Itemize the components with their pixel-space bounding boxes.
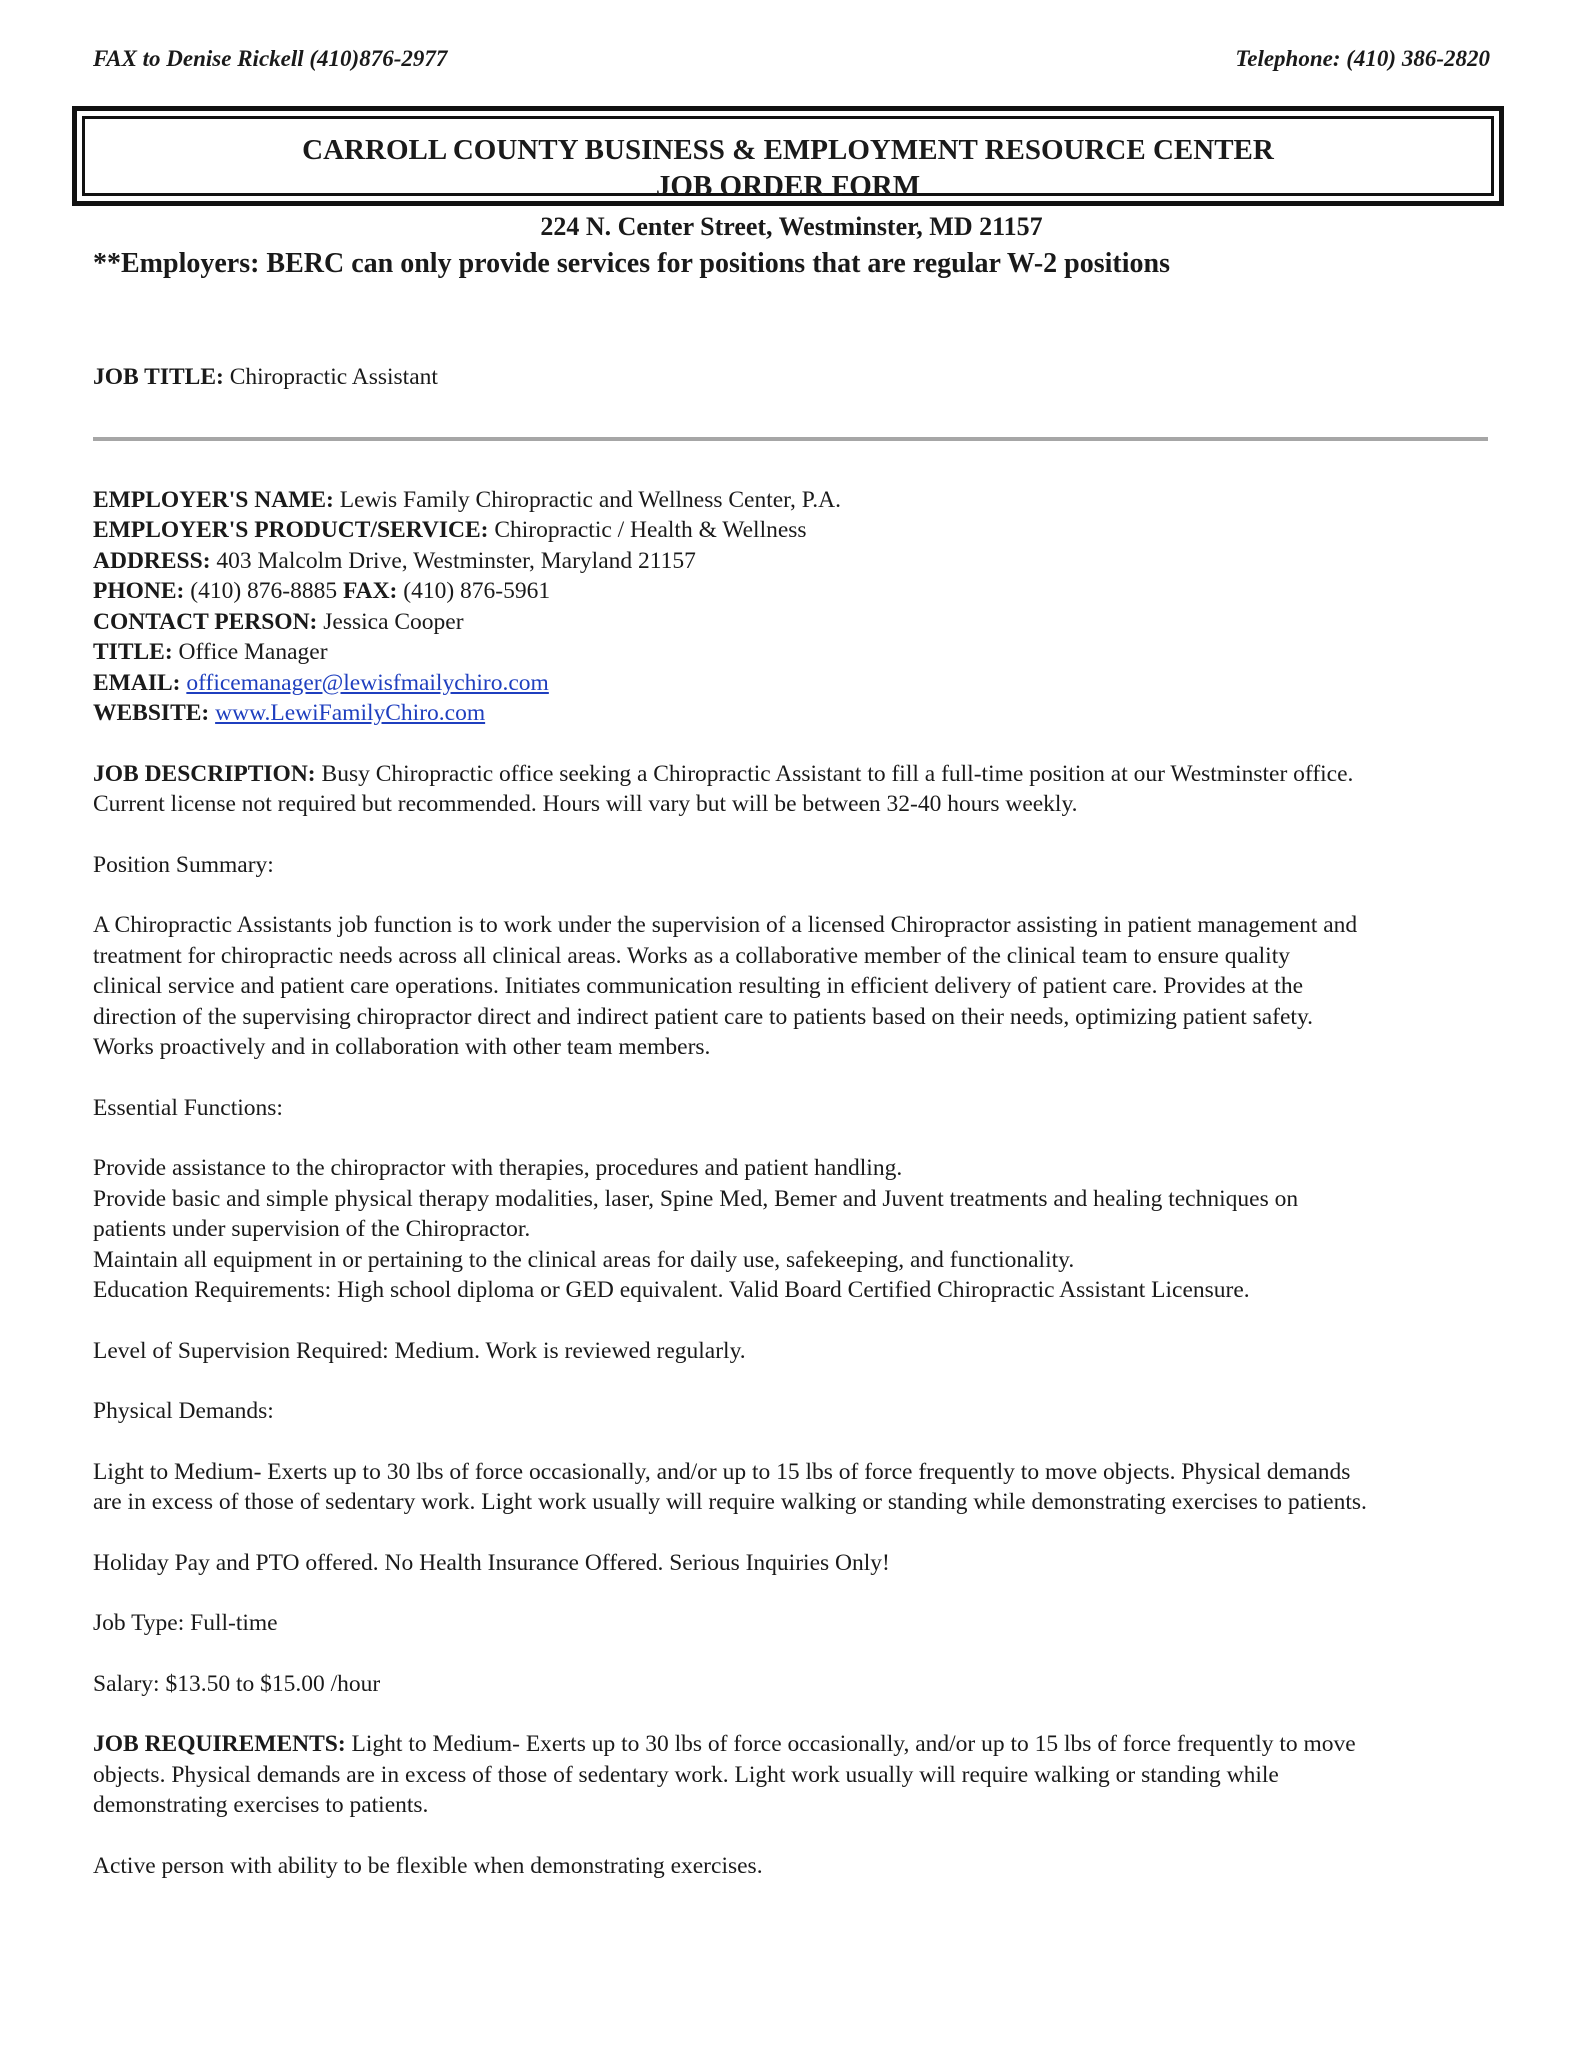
spacer bbox=[93, 1123, 1493, 1153]
function-line: patients under supervision of the Chiropractor. bbox=[93, 1216, 531, 1242]
benefits-text: Holiday Pay and PTO offered. No Health Insurance Offered. Serious Inquiries Only! bbox=[93, 1549, 890, 1576]
website-row bbox=[93, 698, 1493, 729]
job-requirements-label: JOB REQUIREMENTS: bbox=[93, 1731, 346, 1757]
spacer bbox=[93, 1427, 1493, 1457]
physical-demands-heading: Physical Demands: bbox=[93, 1398, 274, 1424]
summary-line: clinical service and patient care operations. Initiates communication resulting in efficient delivery of patient care. Provides at the bbox=[93, 973, 1304, 999]
job-requirements-text1: Light to Medium- Exerts up to 30 lbs of force occasionally, and/or up to 15 lbs of force frequently to move bbox=[351, 1731, 1356, 1757]
employer-name-row bbox=[93, 485, 1493, 516]
function-line: Provide basic and simple physical therapy modalities, laser, Spine Med, Bemer and Juvent treatments and healing techniques on bbox=[93, 1185, 1299, 1212]
website-link[interactable]: www.LewiFamilyChiro.com bbox=[215, 700, 486, 726]
contact-person-value: Jessica Cooper bbox=[323, 608, 464, 635]
spacer bbox=[93, 820, 1493, 850]
spacer bbox=[93, 1578, 1493, 1608]
job-requirements-extra: Active person with ability to be flexible when demonstrating exercises. bbox=[93, 1852, 763, 1879]
employer-address-label: ADDRESS: bbox=[93, 547, 211, 574]
website-label: WEBSITE: bbox=[93, 700, 210, 726]
contact-title-value: Office Manager bbox=[178, 639, 328, 665]
summary-line: Works proactively and in collaboration with other team members. bbox=[93, 1034, 711, 1060]
job-requirements-line1 bbox=[93, 1729, 1493, 1760]
contact-title-row bbox=[93, 637, 1493, 668]
job-title-value: Chiropractic Assistant bbox=[229, 364, 438, 390]
form-content bbox=[93, 362, 1493, 1881]
employer-name-label: EMPLOYER'S NAME: bbox=[93, 486, 334, 513]
essential-functions-list bbox=[93, 1153, 1493, 1306]
employer-phone-value: (410) 876-8885 bbox=[190, 578, 338, 604]
employer-product-label: EMPLOYER'S PRODUCT/SERVICE: bbox=[93, 517, 489, 543]
employer-address-row bbox=[93, 546, 1493, 577]
job-description-label: JOB DESCRIPTION: bbox=[93, 760, 316, 787]
position-summary-heading: Position Summary: bbox=[93, 851, 274, 878]
spacer bbox=[93, 1699, 1493, 1729]
email-link[interactable]: officemanager@lewisfmailychiro.com bbox=[186, 669, 549, 696]
employer-fax-value: (410) 876-5961 bbox=[403, 578, 551, 604]
spacer bbox=[93, 1306, 1493, 1336]
center-address: 224 N. Center Street, Westminster, MD 21157 bbox=[540, 212, 1043, 241]
job-description-text1: Busy Chiropractic office seeking a Chiropractic Assistant to fill a full-time position at our Westminster office. bbox=[321, 760, 1354, 787]
spacer bbox=[93, 1063, 1493, 1093]
summary-line: direction of the supervising chiropractor direct and indirect patient care to patients based on their needs, optimizing patient safety. bbox=[93, 1003, 1314, 1030]
form-title-line2: JOB ORDER FORM bbox=[655, 170, 921, 202]
physical-demands-paragraph bbox=[93, 1457, 1493, 1518]
function-line: Maintain all equipment in or pertaining to the clinical areas for daily use, safekeeping, and functionality. bbox=[93, 1246, 1075, 1273]
position-summary-paragraph bbox=[93, 910, 1493, 1063]
employer-name-value: Lewis Family Chiropractic and Wellness Center, P.A. bbox=[339, 486, 841, 513]
employer-fax-label: FAX: bbox=[343, 578, 398, 604]
contact-title-label: TITLE: bbox=[93, 639, 173, 665]
job-requirements-line3: demonstrating exercises to patients. bbox=[93, 1792, 429, 1818]
fax-line: FAX to Denise Rickell (410)876-2977 bbox=[93, 46, 448, 71]
spacer bbox=[93, 880, 1493, 910]
job-description-line2: Current license not required but recommended. Hours will vary but will be between 32-40 hours weekly. bbox=[93, 791, 1078, 817]
spacer bbox=[93, 729, 1493, 759]
physical-line: Light to Medium- Exerts up to 30 lbs of force occasionally, and/or up to 15 lbs of force frequently to move objects. Physical demands bbox=[93, 1458, 1351, 1485]
job-title-label: JOB TITLE: bbox=[93, 364, 224, 390]
employer-product-row bbox=[93, 515, 1493, 546]
email-label: EMAIL: bbox=[93, 669, 181, 696]
employer-info bbox=[93, 485, 1493, 729]
email-row bbox=[93, 668, 1493, 699]
spacer bbox=[93, 1821, 1493, 1851]
supervision-level: Level of Supervision Required: Medium. Work is reviewed regularly. bbox=[93, 1337, 746, 1364]
job-description-line1 bbox=[93, 759, 1493, 790]
function-line: Provide assistance to the chiropractor with therapies, procedures and patient handling. bbox=[93, 1155, 903, 1181]
spacer bbox=[93, 1639, 1493, 1669]
physical-line: are in excess of those of sedentary work. Light work usually will require walking or standing while demonstrating exercises to patients. bbox=[93, 1489, 1367, 1515]
telephone-line: Telephone: (410) 386-2820 bbox=[1235, 46, 1490, 71]
essential-functions-heading: Essential Functions: bbox=[93, 1094, 283, 1121]
summary-line: treatment for chiropractic needs across all clinical areas. Works as a collaborative member of the clinical team to ensure quality bbox=[93, 942, 1290, 969]
title-box bbox=[72, 106, 1504, 206]
form-title-line1: CARROLL COUNTY BUSINESS & EMPLOYMENT RESOURCE CENTER bbox=[302, 134, 1274, 166]
salary: Salary: $13.50 to $15.00 /hour bbox=[93, 1670, 381, 1697]
spacer bbox=[93, 1518, 1493, 1548]
job-requirements-line2: objects. Physical demands are in excess of those of sedentary work. Light work usually will require walking or standing while bbox=[93, 1761, 1279, 1788]
function-line: Education Requirements: High school diploma or GED equivalent. Valid Board Certified Chiropractic Assistant Licensure. bbox=[93, 1277, 1250, 1303]
job-requirements bbox=[93, 1729, 1493, 1821]
divider bbox=[93, 437, 1488, 441]
employers-note: **Employers: BERC can only provide services for positions that are regular W-2 positions bbox=[93, 248, 1170, 279]
contact-person-label: CONTACT PERSON: bbox=[93, 608, 318, 635]
title-box-inner bbox=[82, 116, 1494, 202]
job-title-row bbox=[93, 362, 1493, 393]
employer-phone-row bbox=[93, 576, 1493, 607]
employer-address-value: 403 Malcolm Drive, Westminster, Maryland 21157 bbox=[216, 547, 696, 574]
employer-product-value: Chiropractic / Health & Wellness bbox=[494, 517, 807, 543]
contact-person-row bbox=[93, 607, 1493, 638]
spacer bbox=[93, 1366, 1493, 1396]
job-type: Job Type: Full-time bbox=[93, 1610, 278, 1636]
fax-telephone-header bbox=[93, 46, 1490, 72]
summary-line: A Chiropractic Assistants job function is to work under the supervision of a licensed Chiropractor assisting in patient management and bbox=[93, 912, 1358, 938]
employer-phone-label: PHONE: bbox=[93, 578, 185, 604]
